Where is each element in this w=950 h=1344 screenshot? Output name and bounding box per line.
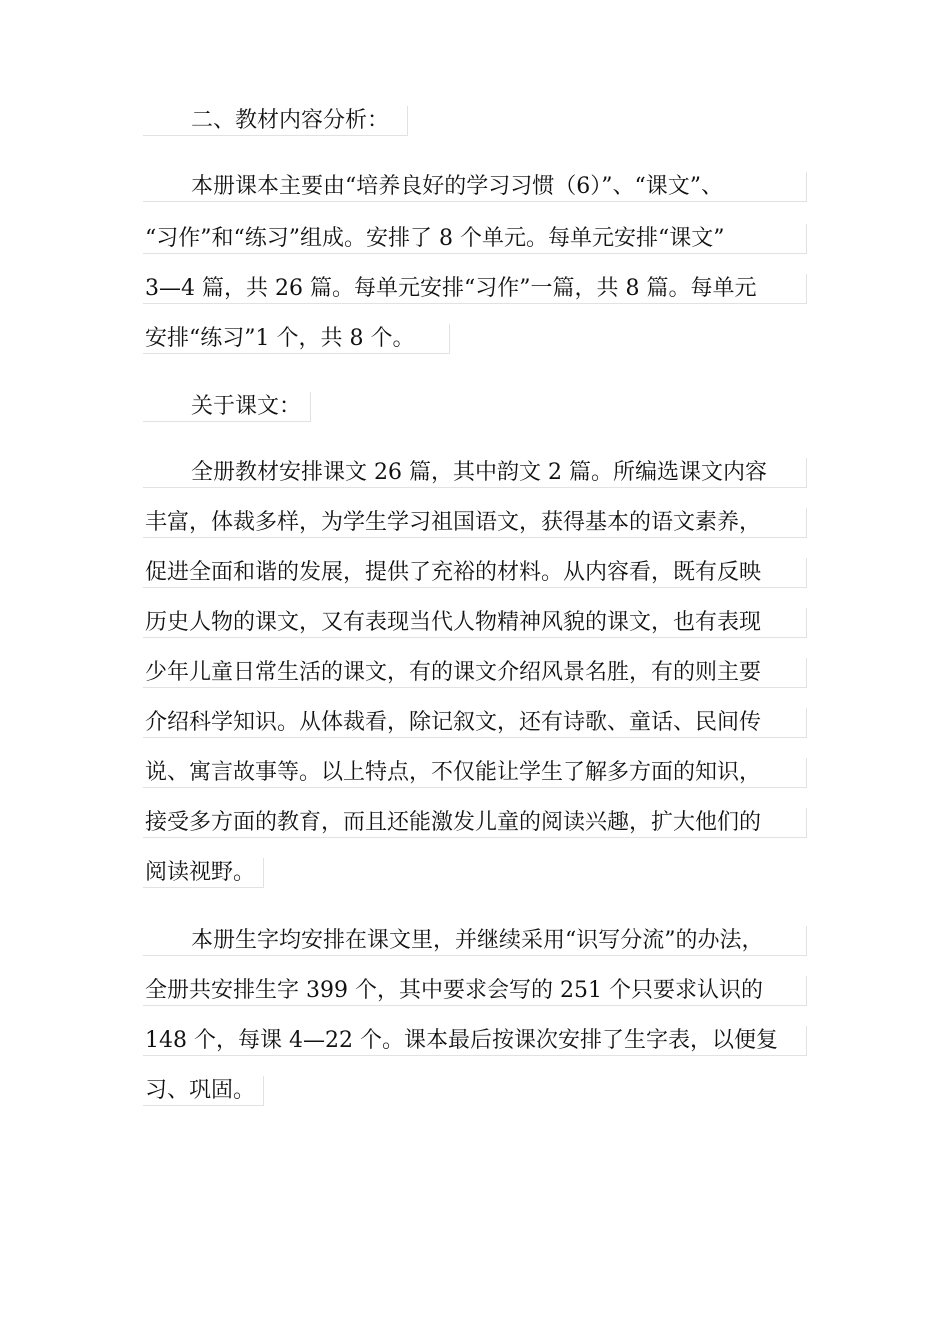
- paragraph-line: 阅读视野。: [143, 858, 264, 888]
- paragraph-line: 历史人物的课文，又有表现当代人物精神风貌的课文，也有表现: [143, 608, 807, 638]
- paragraph-line: 接受多方面的教育，而且还能激发儿童的阅读兴趣，扩大他们的: [143, 808, 807, 838]
- paragraph-line: 习、巩固。: [143, 1076, 264, 1106]
- paragraph-line: 全册教材安排课文 26 篇，其中韵文 2 篇。所编选课文内容: [143, 458, 807, 488]
- paragraph-line: “习作”和“练习”组成。安排了 8 个单元。每单元安排“课文”: [143, 224, 807, 254]
- paragraph-line: 本册课本主要由“培养良好的学习习惯（6）”、“课文”、: [143, 172, 807, 202]
- paragraph-line: 说、寓言故事等。以上特点，不仅能让学生了解多方面的知识，: [143, 758, 807, 788]
- section-heading: 二、教材内容分析：: [143, 106, 408, 136]
- paragraph-line: 促进全面和谐的发展，提供了充裕的材料。从内容看，既有反映: [143, 558, 807, 588]
- paragraph-line: 丰富，体裁多样，为学生学习祖国语文，获得基本的语文素养，: [143, 508, 807, 538]
- paragraph-line: 介绍科学知识。从体裁看，除记叙文，还有诗歌、童话、民间传: [143, 708, 807, 738]
- paragraph-line: 全册共安排生字 399 个，其中要求会写的 251 个只要求认识的: [143, 976, 807, 1006]
- paragraph-line: 安排“练习”1 个，共 8 个。: [143, 324, 450, 354]
- paragraph-line: 3—4 篇，共 26 篇。每单元安排“习作”一篇，共 8 篇。每单元: [143, 274, 807, 304]
- paragraph-line: 本册生字均安排在课文里，并继续采用“识写分流”的办法，: [143, 926, 807, 956]
- subsection-heading: 关于课文：: [143, 392, 311, 422]
- paragraph-line: 少年儿童日常生活的课文，有的课文介绍风景名胜，有的则主要: [143, 658, 807, 688]
- paragraph-line: 148 个，每课 4—22 个。课本最后按课次安排了生字表，以便复: [143, 1026, 807, 1056]
